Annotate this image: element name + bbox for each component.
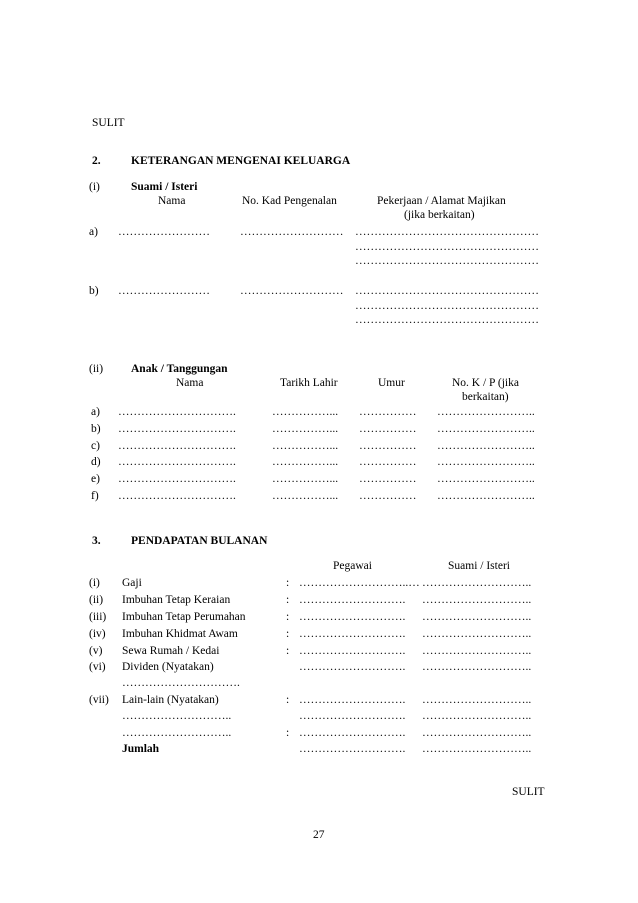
col-header-age: Umur: [378, 377, 405, 389]
part-ii-title: Anak / Tanggungan: [131, 363, 228, 375]
income-employee-field: ……………………….: [299, 628, 406, 640]
page-number: 27: [313, 829, 325, 841]
child-nokp-field: ……………………..: [437, 406, 535, 418]
spouse-ic-field: ………………………: [240, 285, 344, 297]
header-classification: SULIT: [92, 117, 125, 129]
child-row-label: b): [91, 423, 101, 435]
income-specify-field: ………………………..: [122, 727, 232, 739]
income-item: Imbuhan Tetap Keraian: [122, 594, 231, 606]
income-item: Lain-lain (Nyatakan): [122, 694, 219, 706]
col-header-name: Nama: [158, 195, 186, 207]
child-nokp-field: ……………………..: [437, 440, 535, 452]
income-row-label: (iii): [89, 611, 107, 623]
spouse-name-field: ……………………: [118, 226, 210, 238]
income-spouse-field: ………………………..: [422, 727, 532, 739]
income-spouse-field: ………………………..: [422, 611, 532, 623]
section3-number: 3.: [92, 535, 101, 547]
spouse-row-label: b): [89, 285, 99, 297]
child-age-field: ……………: [359, 423, 417, 435]
spouse-job-field: …………………………………………: [355, 255, 539, 267]
col-header-job: Pekerjaan / Alamat Majikan: [377, 195, 506, 207]
child-nokp-field: ……………………..: [437, 456, 535, 468]
col-header-ic: No. Kad Pengenalan: [242, 195, 337, 207]
spouse-job-field: …………………………………………: [355, 241, 539, 253]
income-employee-field: ……………………….: [299, 611, 406, 623]
income-colon: :: [286, 645, 290, 657]
child-dob-field: ……………...: [272, 473, 339, 485]
income-row-label: (vii): [89, 694, 109, 706]
income-spouse-field: ………………………..: [422, 694, 532, 706]
footer-classification: SULIT: [512, 786, 545, 798]
part-i-label: (i): [89, 181, 100, 193]
income-spouse-field: ………………………..: [422, 710, 532, 722]
income-row-label: (iv): [89, 628, 106, 640]
child-nokp-field: ……………………..: [437, 473, 535, 485]
income-colon: :: [286, 727, 290, 739]
income-spouse-field: ………………………..: [422, 628, 532, 640]
income-spouse-field: ………………………..: [422, 594, 532, 606]
child-row-label: f): [91, 490, 99, 502]
income-colon: :: [286, 577, 290, 589]
spouse-name-field: ……………………: [118, 285, 210, 297]
income-item: Imbuhan Tetap Perumahan: [122, 611, 246, 623]
section2-title: KETERANGAN MENGENAI KELUARGA: [131, 155, 351, 167]
part-ii-label: (ii): [89, 363, 104, 375]
child-row-label: d): [91, 456, 101, 468]
child-age-field: ……………: [359, 440, 417, 452]
col-header-employee: Pegawai: [333, 560, 372, 572]
child-age-field: ……………: [359, 456, 417, 468]
child-age-field: ……………: [359, 473, 417, 485]
income-employee-field: ……………………….: [299, 727, 406, 739]
income-specify-field: ………………………….: [122, 677, 240, 689]
child-nokp-field: ……………………..: [437, 423, 535, 435]
spouse-row-label: a): [89, 226, 98, 238]
income-employee-field: ……………………….: [299, 645, 406, 657]
child-name-field: ………………………….: [118, 456, 236, 468]
income-employee-field: ………………………..…: [299, 577, 420, 589]
income-row-label: (vi): [89, 661, 106, 673]
col-header-nokp-note: berkaitan): [462, 391, 509, 403]
income-spouse-field: ………………………..: [422, 577, 532, 589]
col-header-nokp: No. K / P (jika: [452, 377, 519, 389]
income-employee-field: ……………………….: [299, 594, 406, 606]
income-row-label: (ii): [89, 594, 104, 606]
income-total-spouse-field: ………………………..: [422, 743, 532, 755]
income-colon: :: [286, 594, 290, 606]
income-specify-field: ………………………..: [122, 710, 232, 722]
child-dob-field: ……………...: [272, 440, 339, 452]
child-age-field: ……………: [359, 490, 417, 502]
income-total-label: Jumlah: [122, 743, 160, 755]
income-spouse-field: ………………………..: [422, 645, 532, 657]
col-header-name: Nama: [176, 377, 204, 389]
child-dob-field: ……………...: [272, 456, 339, 468]
child-name-field: ………………………….: [118, 490, 236, 502]
income-total-employee-field: ……………………….: [299, 743, 406, 755]
income-row-label: (v): [89, 645, 103, 657]
child-dob-field: ……………...: [272, 406, 339, 418]
child-name-field: ………………………….: [118, 473, 236, 485]
spouse-ic-field: ………………………: [240, 226, 344, 238]
part-i-title: Suami / Isteri: [131, 181, 198, 193]
child-name-field: ………………………….: [118, 423, 236, 435]
income-colon: :: [286, 694, 290, 706]
section3-title: PENDAPATAN BULANAN: [131, 535, 268, 547]
child-name-field: ………………………….: [118, 406, 236, 418]
income-item: Imbuhan Khidmat Awam: [122, 628, 238, 640]
income-row-label: (i): [89, 577, 100, 589]
child-dob-field: ……………...: [272, 490, 339, 502]
income-item: Sewa Rumah / Kedai: [122, 645, 220, 657]
spouse-job-field: …………………………………………: [355, 226, 539, 238]
section2-number: 2.: [92, 155, 101, 167]
income-employee-field: ……………………….: [299, 661, 406, 673]
col-header-dob: Tarikh Lahir: [280, 377, 338, 389]
child-row-label: a): [91, 406, 100, 418]
spouse-job-field: …………………………………………: [355, 285, 539, 297]
col-header-job-note: (jika berkaitan): [404, 209, 475, 221]
child-name-field: ………………………….: [118, 440, 236, 452]
income-item: Gaji: [122, 577, 142, 589]
income-spouse-field: ………………………..: [422, 661, 532, 673]
child-row-label: c): [91, 440, 100, 452]
income-employee-field: ……………………….: [299, 710, 406, 722]
col-header-spouse: Suami / Isteri: [448, 560, 510, 572]
child-nokp-field: ……………………..: [437, 490, 535, 502]
income-colon: :: [286, 628, 290, 640]
child-row-label: e): [91, 473, 100, 485]
child-age-field: ……………: [359, 406, 417, 418]
spouse-job-field: …………………………………………: [355, 314, 539, 326]
child-dob-field: ……………...: [272, 423, 339, 435]
spouse-job-field: …………………………………………: [355, 300, 539, 312]
income-item: Dividen (Nyatakan): [122, 661, 214, 673]
income-employee-field: ……………………….: [299, 694, 406, 706]
income-colon: :: [286, 611, 290, 623]
